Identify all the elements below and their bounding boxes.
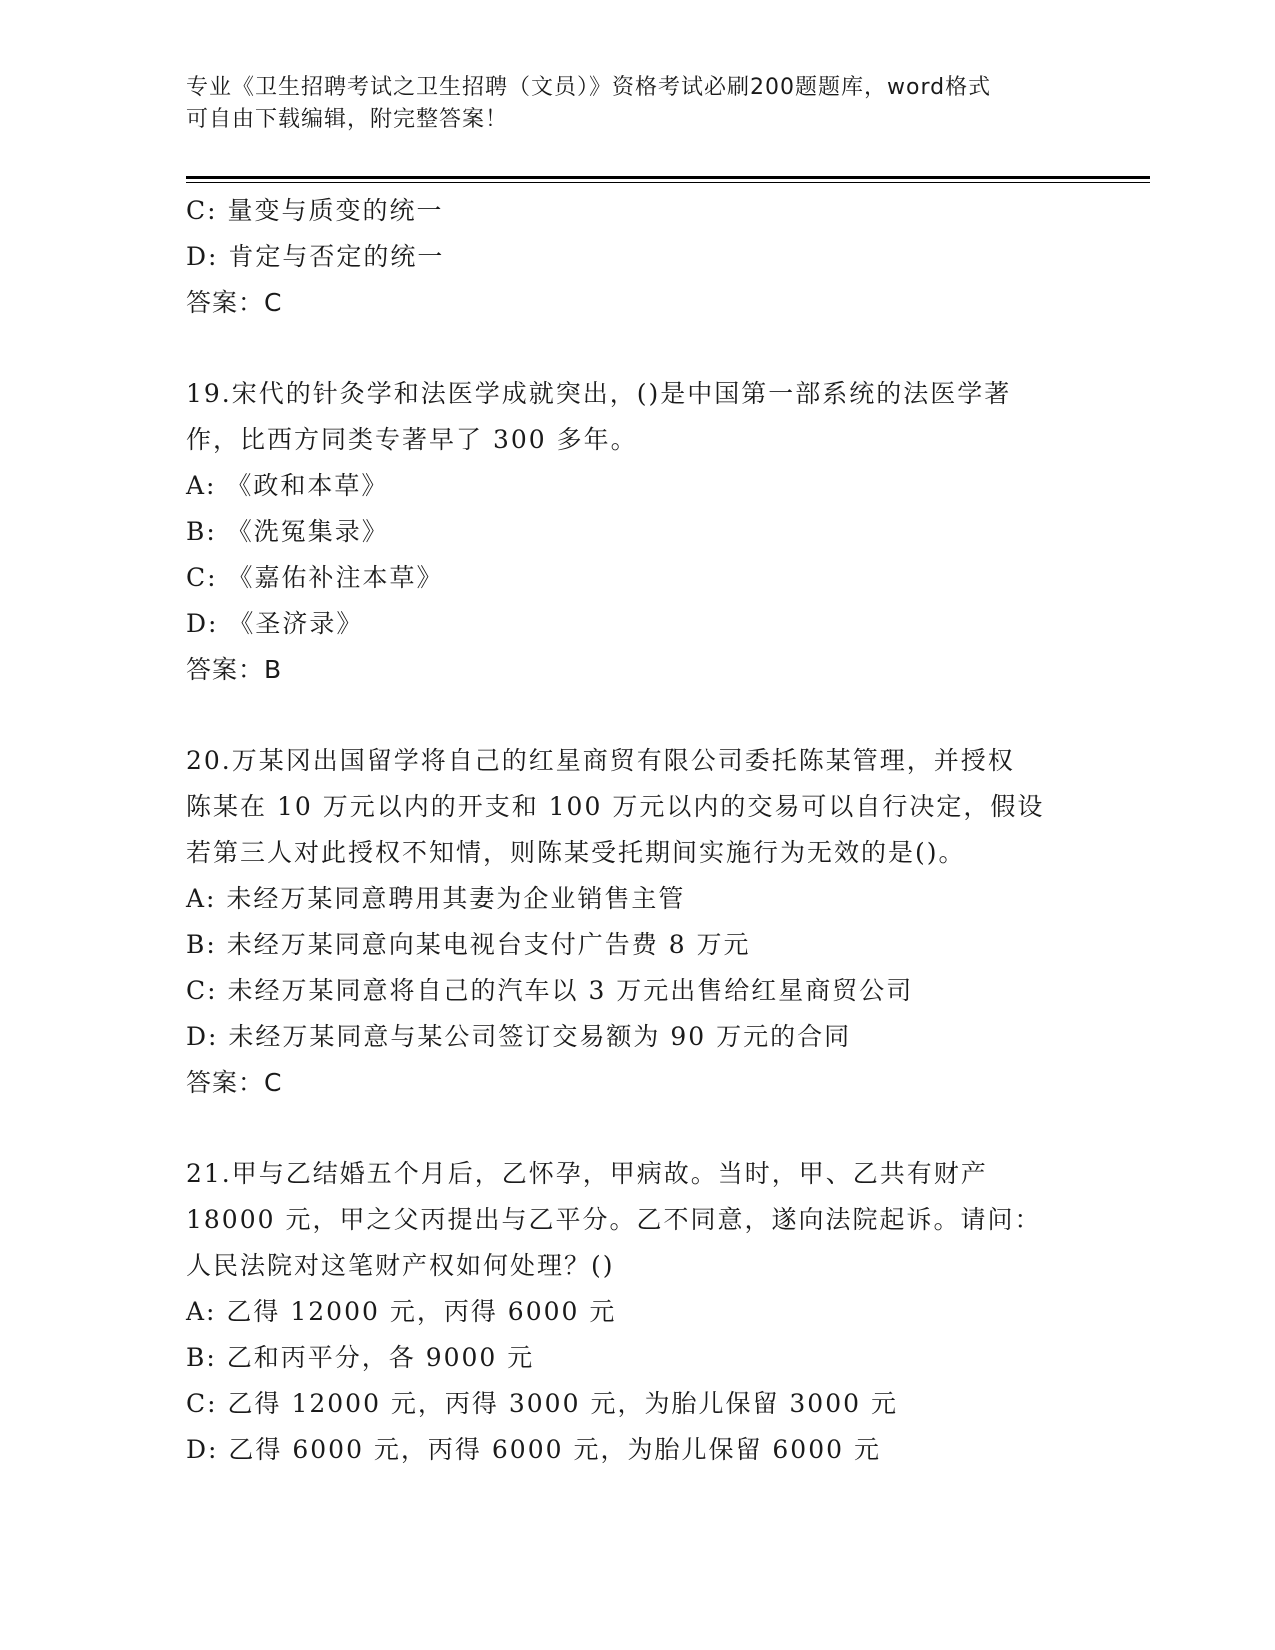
question-18-tail: [186, 188, 1106, 326]
spacer: [186, 326, 1106, 371]
option-a: A: 未经万某同意聘用其妻为企业销售主管: [186, 884, 686, 913]
question-stem: 18000 元，甲之父丙提出与乙平分。乙不同意，遂向法院起诉。请问：: [186, 1205, 1042, 1234]
option-d: D: 乙得 6000 元，丙得 6000 元，为胎儿保留 6000 元: [186, 1435, 881, 1464]
header-title-line: 专业《卫生招聘考试之卫生招聘（文员）》资格考试必刷200题题库，word格式: [186, 75, 992, 100]
option-c: C: 量变与质变的统一: [186, 196, 444, 225]
question-20: [186, 738, 1106, 1106]
question-stem: 人民法院对这笔财产权如何处理？(): [186, 1251, 615, 1280]
spacer: [186, 693, 1106, 738]
option-c: C: 未经万某同意将自己的汽车以 3 万元出售给红星商贸公司: [186, 976, 914, 1005]
spacer: [186, 1106, 1106, 1151]
option-c: C: 乙得 12000 元，丙得 3000 元，为胎儿保留 3000 元: [186, 1389, 898, 1418]
header-divider-thick: [186, 176, 1150, 179]
question-list: [186, 188, 1106, 1473]
option-b: B: 乙和丙平分，各 9000 元: [186, 1343, 535, 1372]
question-stem: 若第三人对此授权不知情，则陈某受托期间实施行为无效的是()。: [186, 838, 966, 867]
header-divider-thin: [186, 182, 1150, 183]
question-stem: 作，比西方同类专著早了 300 多年。: [186, 425, 638, 454]
option-d: D: 《圣济录》: [186, 609, 364, 638]
option-d: D: 肯定与否定的统一: [186, 242, 445, 271]
option-a: A: 《政和本草》: [186, 471, 389, 500]
question-stem: 陈某在 10 万元以内的开支和 100 万元以内的交易可以自行决定，假设: [186, 792, 1045, 821]
option-d: D: 未经万某同意与某公司签订交易额为 90 万元的合同: [186, 1022, 852, 1051]
question-stem: 19.宋代的针灸学和法医学成就突出，()是中国第一部系统的法医学著: [186, 379, 1012, 408]
option-a: A: 乙得 12000 元，丙得 6000 元: [186, 1297, 617, 1326]
question-stem: 21.甲与乙结婚五个月后，乙怀孕，甲病故。当时，甲、乙共有财产: [186, 1159, 988, 1188]
option-b: B: 未经万某同意向某电视台支付广告费 8 万元: [186, 930, 751, 959]
document-header: [186, 72, 1086, 136]
answer: 答案：C: [186, 288, 283, 317]
answer: 答案：B: [186, 655, 283, 684]
question-19: [186, 371, 1106, 693]
header-subtitle-line: 可自由下载编辑，附完整答案！: [186, 107, 509, 132]
question-21: [186, 1151, 1106, 1473]
option-b: B: 《洗冤集录》: [186, 517, 389, 546]
answer: 答案：C: [186, 1068, 283, 1097]
question-stem: 20.万某冈出国留学将自己的红星商贸有限公司委托陈某管理，并授权: [186, 746, 1015, 775]
option-c: C: 《嘉佑补注本草》: [186, 563, 444, 592]
